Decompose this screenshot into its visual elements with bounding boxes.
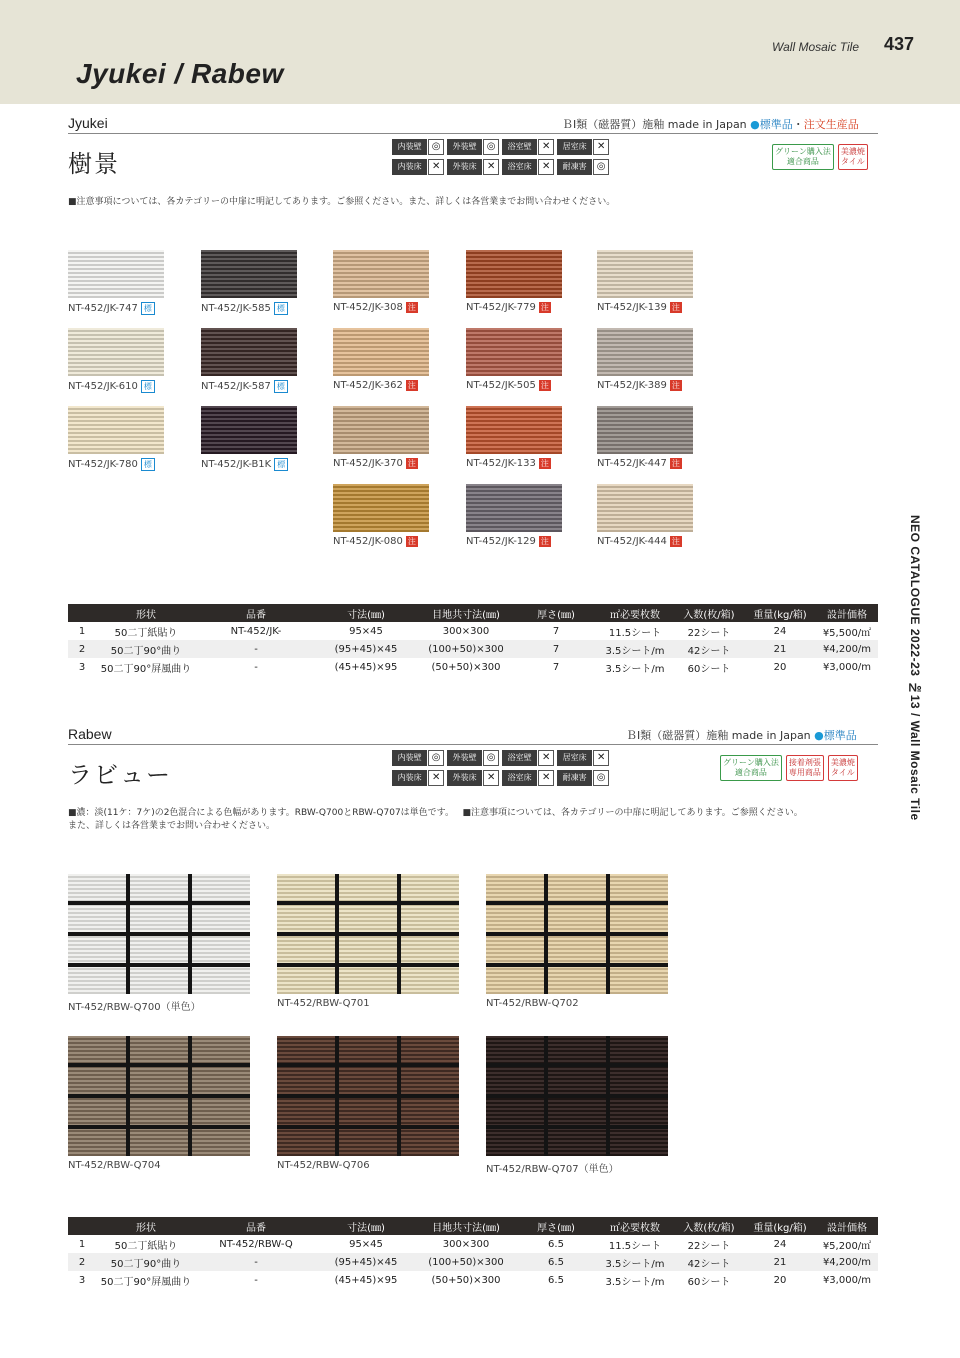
usage-mark: ✕ — [538, 159, 554, 175]
tile-swatch — [466, 484, 562, 532]
tile-swatch — [333, 250, 429, 298]
tile-code: NT-452/RBW-Q700（単色） — [68, 1002, 201, 1013]
usage-mark: ✕ — [593, 750, 609, 766]
usage-cell — [392, 158, 444, 176]
table-cell: (50+50)×300 — [431, 661, 501, 673]
usage-mark: ✕ — [538, 770, 554, 786]
table-cell: - — [254, 661, 258, 673]
usage-label: 内装壁 — [392, 750, 427, 766]
jyukei-spec-ord: 注文生産品 — [803, 118, 859, 131]
tile-code: NT-452/JK-370 — [333, 458, 403, 469]
table-cell: (95+45)×45 — [316, 640, 416, 658]
table-cell: (50+50)×300 — [431, 1274, 501, 1286]
jyukei-spec — [562, 116, 859, 132]
certification-badge: グリーン購入法 適合商品 — [772, 144, 834, 170]
table-header-cell: ㎡必要枚数 — [596, 1217, 674, 1235]
table-header-cell — [68, 604, 96, 622]
tile-swatch — [466, 328, 562, 376]
tile-tag: 注 — [671, 303, 680, 312]
certification-badge: グリーン購入法 適合商品 — [720, 755, 782, 781]
tile-code: NT-452/RBW-Q701 — [277, 998, 370, 1009]
usage-label: 浴室床 — [502, 770, 537, 786]
usage-label: 外装壁 — [447, 139, 482, 155]
tile-tag: 標 — [141, 380, 155, 393]
table-header-row — [68, 1217, 878, 1235]
tile-swatch — [277, 1036, 459, 1156]
table-header-cell: 寸法(㎜) — [316, 604, 416, 622]
tile-item — [333, 484, 429, 547]
table-header-cell: 厚さ(㎜) — [516, 1217, 596, 1235]
usage-cell — [392, 749, 444, 767]
table-cell: ¥5,200/㎡ — [822, 1240, 872, 1252]
tile-code: NT-452/JK-587 — [201, 381, 271, 392]
certification-badge: 接着剤張 専用商品 — [786, 755, 824, 781]
table-cell: ¥3,000/m — [822, 661, 872, 673]
table-cell: 60シート — [687, 663, 731, 675]
table-cell: 3.5シート/m — [605, 1276, 665, 1288]
usage-label: 内装床 — [392, 159, 427, 175]
usage-mark: ✕ — [483, 770, 499, 786]
tile-swatch — [486, 1036, 668, 1156]
tile-swatch — [68, 1036, 250, 1156]
tile-item — [277, 1036, 459, 1171]
rabew-spec-origin: made in Japan — [731, 729, 811, 742]
tile-tag: 注 — [407, 537, 416, 546]
table-header-cell: 厚さ(㎜) — [516, 604, 596, 622]
table-cell: 50二丁90°屏風曲り — [100, 663, 192, 675]
rabew-name-jp: ラビュー — [68, 761, 172, 789]
usage-cell — [447, 749, 499, 767]
usage-cell — [557, 158, 609, 176]
table-cell: ¥5,500/㎡ — [822, 627, 872, 639]
tile-item — [466, 406, 562, 469]
tile-swatch — [333, 406, 429, 454]
table-cell: 42シート — [674, 1253, 744, 1271]
tile-tag: 注 — [407, 459, 416, 468]
tile-code: NT-452/RBW-Q702 — [486, 998, 579, 1009]
table-row — [68, 658, 878, 676]
tile-item — [201, 328, 297, 393]
usage-mark: ◎ — [428, 750, 444, 766]
jyukei-name-en: Jyukei — [68, 115, 108, 131]
table-header-cell: 入数(枚/箱) — [674, 1217, 744, 1235]
table-cell: 24 — [773, 1238, 787, 1250]
tile-code: NT-452/JK-505 — [466, 380, 536, 391]
rabew-note-1: ■濃：淡(11ケ：7ケ)の2色混合による色幅があります。RBW-Q700とRBW-Q707は単色です。 — [68, 808, 454, 818]
table-cell: 24 — [773, 625, 787, 637]
tile-item — [486, 1036, 668, 1175]
tile-swatch — [68, 250, 164, 298]
jyukei-spec-dot: ● — [750, 118, 760, 131]
table-header-cell: 品番 — [196, 604, 316, 622]
table-header-cell: 重量(kg/箱) — [744, 1217, 816, 1235]
table-cell: 42シート — [674, 640, 744, 658]
tile-item — [201, 406, 297, 471]
table-cell: 95×45 — [349, 625, 383, 637]
tile-code: NT-452/JK-444 — [597, 536, 667, 547]
table-header-cell: 入数(枚/箱) — [674, 604, 744, 622]
tile-label — [68, 458, 164, 471]
tile-tag: 注 — [407, 381, 416, 390]
tile-item — [68, 250, 164, 315]
usage-cell — [447, 138, 499, 156]
usage-mark: ✕ — [483, 159, 499, 175]
tile-code: NT-452/RBW-Q707（単色） — [486, 1164, 619, 1175]
table-cell: 50二丁紙貼り — [114, 1240, 178, 1252]
table-cell: 60シート — [687, 1276, 731, 1288]
usage-mark: ◎ — [483, 139, 499, 155]
tile-label — [466, 458, 562, 469]
tile-swatch — [201, 328, 297, 376]
certification-badge: 美濃焼 タイル — [838, 144, 868, 170]
table-cell: 3.5シート/m — [596, 1253, 674, 1271]
page-title: Jyukei / Rabew — [76, 58, 284, 89]
table-cell: 300×300 — [442, 625, 490, 637]
usage-label: 内装壁 — [392, 139, 427, 155]
table-header-cell: 形状 — [96, 1217, 196, 1235]
table-cell: - — [254, 1274, 258, 1286]
tile-label — [201, 302, 297, 315]
table-cell: ¥3,000/m — [822, 1274, 872, 1286]
table-row — [68, 1253, 878, 1271]
usage-mark: ✕ — [538, 750, 554, 766]
table-header-cell: 寸法(㎜) — [316, 1217, 416, 1235]
jyukei-spec-class: ＢⅠ類（磁器質）施釉 — [562, 118, 665, 131]
table-cell: (100+50)×300 — [416, 1253, 516, 1271]
tile-tag: 注 — [671, 537, 680, 546]
table-cell: 2 — [68, 1253, 96, 1271]
table-cell: 300×300 — [442, 1238, 490, 1250]
table-cell: NT-452/JK- — [230, 625, 282, 637]
tile-code: NT-452/JK-133 — [466, 458, 536, 469]
tile-label — [201, 380, 297, 393]
table-row — [68, 640, 878, 658]
usage-cell — [502, 158, 554, 176]
table-cell: 2 — [68, 640, 96, 658]
usage-cell — [392, 138, 444, 156]
tile-label — [333, 536, 429, 547]
table-cell: 3.5シート/m — [605, 663, 665, 675]
table-cell: 21 — [744, 1253, 816, 1271]
tile-tag: 標 — [141, 458, 155, 471]
tile-swatch — [277, 874, 459, 994]
rabew-spec — [626, 727, 857, 743]
table-cell: 7 — [552, 625, 560, 637]
table-cell: 20 — [773, 661, 787, 673]
usage-mark: ◎ — [428, 139, 444, 155]
table-cell: NT-452/RBW-Q — [219, 1238, 293, 1250]
usage-label: 耐凍害 — [557, 159, 592, 175]
usage-mark: ✕ — [593, 139, 609, 155]
rabew-badges — [720, 755, 858, 781]
table-cell: 11.5シート — [608, 1240, 662, 1252]
table-row — [68, 622, 878, 640]
rabew-name-en: Rabew — [68, 726, 112, 742]
tile-tag: 注 — [407, 303, 416, 312]
tile-swatch — [333, 328, 429, 376]
tile-label — [597, 458, 693, 469]
jyukei-spec-std: 標準品 — [759, 118, 793, 131]
tile-code: NT-452/JK-080 — [333, 536, 403, 547]
table-cell: 50二丁紙貼り — [114, 627, 178, 639]
tile-item — [277, 874, 459, 1009]
table-cell: 1 — [78, 625, 86, 637]
table-cell: 21 — [744, 640, 816, 658]
jyukei-tile-grid — [68, 250, 708, 560]
rabew-spec-class: ＢⅠ類（磁器質）施釉 — [626, 729, 729, 742]
table-cell: 7 — [516, 640, 596, 658]
tile-label — [333, 302, 429, 313]
tile-swatch — [466, 250, 562, 298]
rabew-tile-grid — [68, 874, 688, 1184]
tile-item — [68, 328, 164, 393]
rabew-spec-table — [68, 1217, 878, 1289]
jyukei-badges — [772, 144, 868, 170]
table-header-row — [68, 604, 878, 622]
tile-swatch — [466, 406, 562, 454]
table-cell: (45+45)×95 — [334, 1274, 398, 1286]
tile-item — [486, 874, 668, 1009]
usage-cell — [557, 749, 609, 767]
jyukei-spec-table — [68, 604, 878, 676]
certification-badge: 美濃焼 タイル — [828, 755, 858, 781]
usage-mark: ✕ — [428, 159, 444, 175]
table-cell: 95×45 — [349, 1238, 383, 1250]
table-cell: (100+50)×300 — [416, 640, 516, 658]
tile-tag: 標 — [141, 302, 155, 315]
usage-label: 居室床 — [557, 750, 592, 766]
jyukei-note: ■注意事項については、各カテゴリーの中扉に明記してあります。ご参照ください。また、詳しくは各営業までお問い合わせください。 — [68, 197, 616, 207]
table-cell: 6.5 — [548, 1274, 564, 1286]
rabew-spec-std: 標準品 — [823, 729, 857, 742]
tile-code: NT-452/JK-389 — [597, 380, 667, 391]
tile-code: NT-452/RBW-Q704 — [68, 1160, 161, 1171]
tile-item — [466, 328, 562, 391]
table-header-cell: 品番 — [196, 1217, 316, 1235]
page-number: 437 — [884, 34, 915, 54]
table-cell: ¥4,200/m — [816, 1253, 878, 1271]
tile-item — [597, 484, 693, 547]
tile-swatch — [597, 250, 693, 298]
tile-item — [333, 250, 429, 313]
tile-swatch — [597, 484, 693, 532]
tile-code: NT-452/JK-779 — [466, 302, 536, 313]
usage-label: 耐凍害 — [557, 770, 592, 786]
table-cell: 50二丁90°屏風曲り — [100, 1276, 192, 1288]
jyukei-spec-origin: made in Japan — [667, 118, 747, 131]
jyukei-usage-grid — [392, 138, 609, 176]
usage-label: 外装壁 — [447, 750, 482, 766]
table-header-cell: ㎡必要枚数 — [596, 604, 674, 622]
tile-swatch — [597, 406, 693, 454]
table-header-cell: 重量(kg/箱) — [744, 604, 816, 622]
usage-mark: ✕ — [538, 139, 554, 155]
tile-swatch — [486, 874, 668, 994]
rabew-rule — [68, 744, 878, 745]
table-cell: ¥4,200/m — [816, 640, 878, 658]
usage-mark: ✕ — [428, 770, 444, 786]
jyukei-name-jp: 樹景 — [68, 150, 120, 178]
tile-swatch — [68, 874, 250, 994]
table-cell: 3 — [78, 661, 86, 673]
table-cell: 1 — [78, 1238, 86, 1250]
tile-label — [466, 536, 562, 547]
tile-swatch — [201, 250, 297, 298]
tile-tag: 標 — [274, 380, 288, 393]
tile-item — [68, 406, 164, 471]
tile-tag: 注 — [671, 381, 680, 390]
usage-label: 外装床 — [447, 770, 482, 786]
usage-cell — [502, 769, 554, 787]
tile-swatch — [68, 328, 164, 376]
side-catalogue-text: NEO CATALOGUE 2022-23 №13 / Wall Mosaic Tile — [908, 515, 922, 821]
tile-tag: 注 — [540, 381, 549, 390]
table-cell: 3.5シート/m — [596, 640, 674, 658]
table-cell: 3 — [78, 1274, 86, 1286]
table-header-cell: 目地共寸法(㎜) — [416, 1217, 516, 1235]
table-cell: (95+45)×45 — [316, 1253, 416, 1271]
tile-swatch — [201, 406, 297, 454]
usage-cell — [557, 769, 609, 787]
tile-item — [68, 1036, 250, 1171]
table-header-cell — [68, 1217, 96, 1235]
tile-item — [466, 250, 562, 313]
tile-tag: 標 — [274, 458, 288, 471]
tile-label — [68, 302, 164, 315]
usage-cell — [502, 138, 554, 156]
table-cell: 11.5シート — [608, 627, 662, 639]
usage-label: 浴室壁 — [502, 139, 537, 155]
table-cell: 50二丁90°曲り — [96, 1253, 196, 1271]
tile-label — [597, 536, 693, 547]
tile-code: NT-452/JK-447 — [597, 458, 667, 469]
tile-tag: 注 — [540, 537, 549, 546]
tile-label — [597, 380, 693, 391]
rabew-usage-grid — [392, 749, 609, 787]
tile-item — [201, 250, 297, 315]
tile-tag: 注 — [540, 459, 549, 468]
tile-swatch — [68, 406, 164, 454]
tile-label — [597, 302, 693, 313]
tile-code: NT-452/JK-585 — [201, 303, 271, 314]
tile-label — [333, 380, 429, 391]
table-header-cell: 形状 — [96, 604, 196, 622]
table-cell: 50二丁90°曲り — [96, 640, 196, 658]
table-row — [68, 1271, 878, 1289]
table-cell: (45+45)×95 — [334, 661, 398, 673]
header-label: Wall Mosaic Tile — [772, 40, 860, 54]
usage-cell — [502, 749, 554, 767]
table-cell: - — [196, 640, 316, 658]
tile-tag: 注 — [671, 459, 680, 468]
tile-item — [333, 328, 429, 391]
usage-cell — [392, 769, 444, 787]
usage-label: 浴室壁 — [502, 750, 537, 766]
usage-label: 居室床 — [557, 139, 592, 155]
tile-code: NT-452/JK-780 — [68, 459, 138, 470]
table-header-cell: 設計価格 — [816, 1217, 878, 1235]
table-cell: 22シート — [687, 627, 731, 639]
tile-tag: 注 — [540, 303, 549, 312]
table-cell: 6.5 — [516, 1253, 596, 1271]
usage-cell — [557, 138, 609, 156]
table-cell: 6.5 — [548, 1238, 564, 1250]
tile-code: NT-452/JK-129 — [466, 536, 536, 547]
usage-mark: ◎ — [483, 750, 499, 766]
tile-item — [597, 250, 693, 313]
tile-code: NT-452/RBW-Q706 — [277, 1160, 370, 1171]
tile-swatch — [597, 328, 693, 376]
tile-label — [466, 380, 562, 391]
table-header-cell: 目地共寸法(㎜) — [416, 604, 516, 622]
usage-label: 外装床 — [447, 159, 482, 175]
tile-label — [333, 458, 429, 469]
usage-cell — [447, 769, 499, 787]
tile-code: NT-452/JK-747 — [68, 303, 138, 314]
usage-mark: ◎ — [593, 770, 609, 786]
rabew-spec-dot: ● — [814, 729, 824, 742]
rabew-note-3: また、詳しくは各営業までお問い合わせください。 — [68, 821, 276, 831]
tile-code: NT-452/JK-308 — [333, 302, 403, 313]
tile-item — [597, 328, 693, 391]
tile-code: NT-452/JK-B1K — [201, 459, 272, 470]
rabew-note-2: ■注意事項については、各カテゴリーの中扉に明記してあります。ご参照ください。 — [462, 808, 803, 818]
usage-cell — [447, 158, 499, 176]
table-row — [68, 1235, 878, 1253]
tile-item — [333, 406, 429, 469]
jyukei-spec-sep: ・ — [792, 118, 804, 131]
tile-label — [201, 458, 297, 471]
table-cell: 20 — [773, 1274, 787, 1286]
usage-mark: ◎ — [593, 159, 609, 175]
table-cell: 22シート — [687, 1240, 731, 1252]
tile-item — [597, 406, 693, 469]
tile-label — [68, 380, 164, 393]
jyukei-rule — [68, 133, 878, 134]
tile-swatch — [333, 484, 429, 532]
tile-code: NT-452/JK-139 — [597, 302, 667, 313]
tile-code: NT-452/JK-362 — [333, 380, 403, 391]
table-header-cell: 設計価格 — [816, 604, 878, 622]
usage-label: 内装床 — [392, 770, 427, 786]
tile-item — [68, 874, 250, 1013]
tile-tag: 標 — [274, 302, 288, 315]
tile-item — [466, 484, 562, 547]
rabew-notes — [68, 807, 888, 833]
tile-label — [466, 302, 562, 313]
usage-label: 浴室床 — [502, 159, 537, 175]
table-cell: - — [196, 1253, 316, 1271]
tile-code: NT-452/JK-610 — [68, 381, 138, 392]
table-cell: 7 — [552, 661, 560, 673]
